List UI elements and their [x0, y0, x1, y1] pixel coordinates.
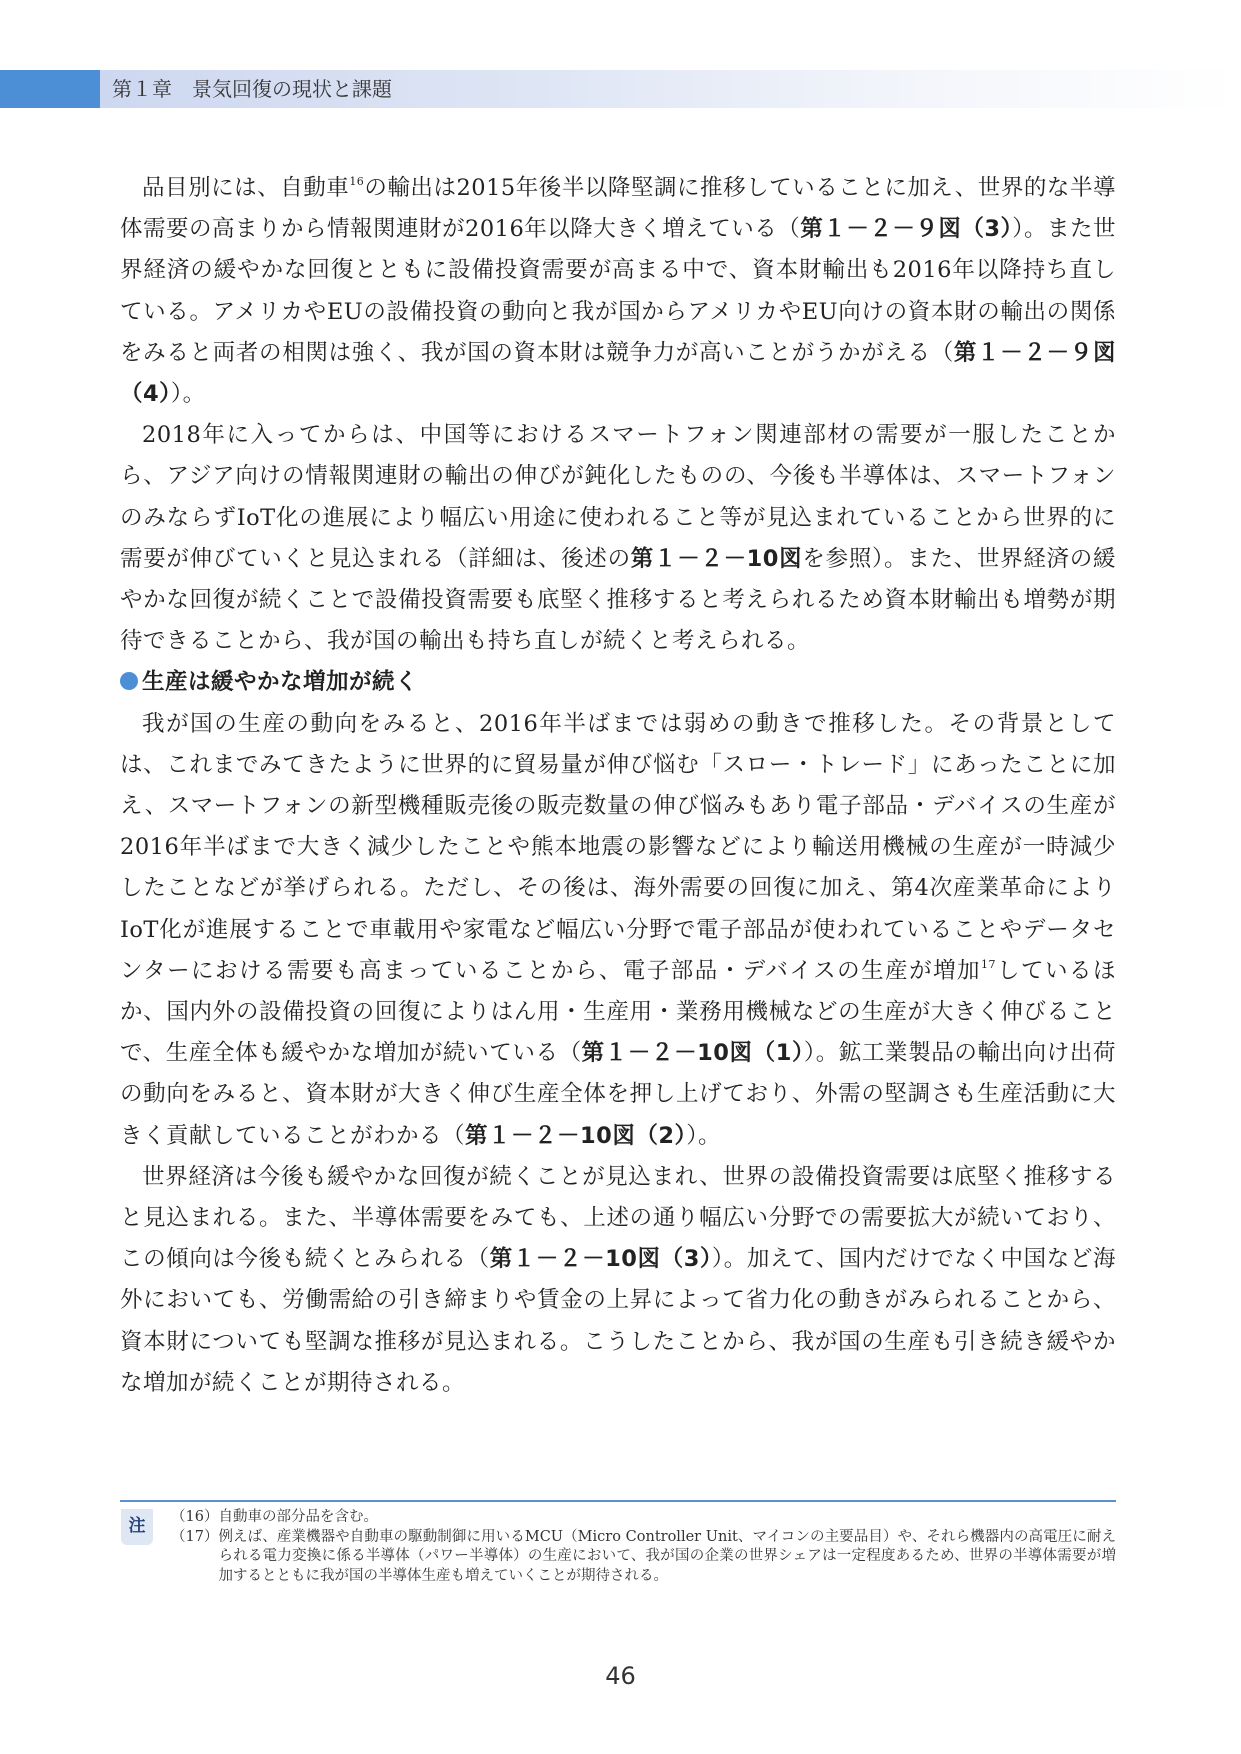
figure-reference[interactable]: 第１－２－10図（1）	[581, 1040, 804, 1067]
notes-divider	[120, 1500, 1116, 1502]
text-run: 世界経済は今後も緩やかな回復が続くことが見込まれ、世界の設備投資需要は底堅く推移すると見込まれる。また、半導体需要をみても、上述の通り幅広い分野での需要拡大が続いており、この傾向は今後も続くとみられる（	[120, 1163, 1116, 1273]
text-run: の輸出は2015年後半以降堅調に推移していることに加え、世界的な半導体需要の高まりから情報関連財が2016年以降大きく増えている（	[120, 175, 1116, 243]
chapter-header-accent	[0, 70, 100, 108]
paragraph-exports-by-item	[120, 168, 1116, 415]
text-run: ）。鉱工業製品の輸出向け出荷の動向をみると、資本財が大きく伸び生産全体を押し上げており、外需の堅調さも生産活動に大きく貢献していることがわかる（	[120, 1040, 1116, 1149]
figure-reference[interactable]: 第１－２－９図（4）	[120, 339, 1116, 408]
section-heading-text: 生産は緩やかな増加が続く	[142, 669, 419, 696]
text-run: 我が国の生産の動向をみると、2016年半ばまでは弱めの動きで推移した。その背景としては、これまでみてきたように世界的に貿易量が伸び悩む「スロー・トレード」にあったことに加え、スマートフォンの新型機種販売後の販売数量の伸び悩みもあり電子部品・デバイスの生産が2016年半ばまで大きく減少したことや熊本地震の影響などにより輸送用機械の生産が一時減少したことなどが挙げられる。ただし、その後は、海外需要の回復に加え、第4次産業革命によりIoT化が進展することで車載用や家電など幅広い分野で電子部品が使われていることやデータセンターにおける需要も高まっていることから、電子部品・デバイスの生産が増加	[120, 710, 1116, 984]
footnote-ref-16[interactable]: 16	[349, 175, 365, 188]
footnote-item	[171, 1508, 1116, 1528]
text-run: ）。	[686, 1122, 721, 1149]
chapter-title: 第１章 景気回復の現状と課題	[112, 77, 392, 101]
footnote-number: （17）	[171, 1528, 219, 1545]
paragraph-production-outlook	[120, 1157, 1116, 1404]
figure-reference[interactable]: 第１－２－10図（2）	[465, 1122, 687, 1149]
text-run: 2018年に入ってからは、中国等におけるスマートフォン関連部材の需要が一服したことから、アジア向けの情報関連財の輸出の伸びが鈍化したものの、今後も半導体は、スマートフォンのみならずIoT化の進展により幅広い用途に使われること等が見込まれていることから世界的に需要が伸びていくと見込まれる（詳細は、後述の	[120, 422, 1116, 572]
footnote-ref-17[interactable]: 17	[981, 957, 997, 971]
footnote-item	[171, 1528, 1116, 1587]
footnotes-list	[171, 1508, 1116, 1586]
main-body-text	[120, 168, 1116, 1404]
paragraph-export-outlook	[120, 415, 1116, 662]
footnote-text: 例えば、産業機器や自動車の駆動制御に用いるMCU（Micro Controller Unit、マイコンの主要品目）や、それら機器内の高電圧に耐えられる電力変換に係る半導体（パワー半導体）の生産において、我が国の企業の世界シェアは一定程度あるため、世界の半導体需要が増加するとともに我が国の半導体生産も増えていくことが期待される。	[218, 1528, 1116, 1584]
bullet-icon	[120, 672, 138, 690]
text-run: しているほか、国内外の設備投資の回復によりはん用・生産用・業務用機械などの生産が大きく伸びることで、生産全体も緩やかな増加が続いている（	[120, 957, 1116, 1067]
section-heading	[120, 662, 1116, 703]
text-run: 品目別には、自動車	[142, 175, 350, 201]
footnote-text: 自動車の部分品を含む。	[218, 1509, 378, 1525]
footnote-number: （16）	[171, 1509, 219, 1525]
figure-reference[interactable]: 第１－２－９図（3）	[800, 216, 1013, 243]
paragraph-production-trend	[120, 704, 1116, 1157]
text-run: ）。加えて、国内だけでなく中国など海外においても、労働需給の引き締まりや賃金の上昇によって省力化の動きがみられることから、資本財についても堅調な推移が見込まれる。こうしたことから、我が国の生産も引き続き緩やかな増加が続くことが期待される。	[120, 1246, 1116, 1396]
page-number: 46	[605, 1662, 636, 1690]
text-run: ）。	[170, 381, 206, 408]
text-run: ）。また世界経済の緩やかな回復とともに設備投資需要が高まる中で、資本財輸出も2016年以降持ち直している。アメリカやEUの設備投資の動向と我が国からアメリカやEU向けの資本財の輸出の関係をみると両者の相関は強く、我が国の資本財は競争力が高いことがうかがえる（	[120, 216, 1116, 366]
notes-label: 注	[121, 1509, 153, 1545]
text-run: を参照）。また、世界経済の緩やかな回復が続くことで設備投資需要も底堅く推移すると考えられるため資本財輸出も増勢が期待できることから、我が国の輸出も持ち直しが続くと考えられる。	[120, 545, 1116, 655]
figure-reference[interactable]: 第１－２－10図（3）	[489, 1246, 712, 1273]
figure-reference[interactable]: 第１－２－10図	[630, 545, 803, 572]
